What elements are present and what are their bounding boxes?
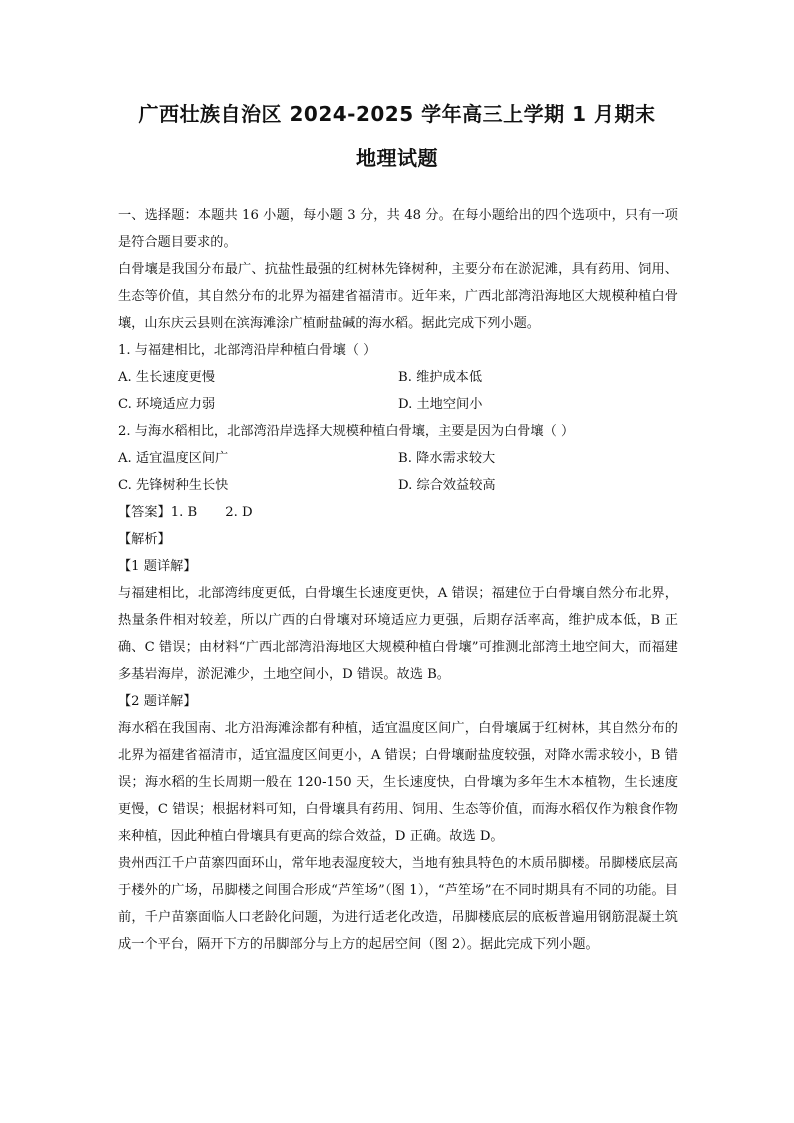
question-1-stem: 1. 与福建相比，北部湾沿岸种植白骨壤（ ）: [118, 343, 377, 358]
detail-2-label: 【2 题详解】: [118, 694, 197, 709]
analysis-label: 【解析】: [118, 532, 171, 547]
section-intro: 一、选择题：本题共 16 小题，每小题 3 分，共 48 分。在每小题给出的四个选项中，只有一项是符合题目要求的。: [118, 208, 678, 250]
passage-1: 白骨壤是我国分布最广、抗盐性最强的红树林先锋树种，主要分布在淤泥滩，具有药用、饲用、生态等价值，其自然分布的北界为福建省福清市。近年来，广西北部湾沿海地区大规模种植白骨壤，山东庆云县则在滨海滩涂广植耐盐碱的海水稻。据此完成下列小题。: [118, 262, 678, 331]
exam-title: 广西壮族自治区 2024-2025 学年高三上学期 1 月期末: [138, 102, 656, 126]
question-2-options-row1: [118, 445, 678, 472]
answer-line: [118, 499, 678, 526]
question-1-option-b: B. 维护成本低: [398, 370, 483, 385]
answer-label: 【答案】: [118, 505, 171, 520]
question-2-stem: 2. 与海水稻相比，北部湾沿岸选择大规模种植白骨壤，主要是因为白骨壤（ ）: [118, 424, 575, 439]
question-2-option-d: D. 综合效益较高: [398, 478, 496, 493]
detail-2-text: 海水稻在我国南、北方沿海滩涂都有种植，适宜温度区间广，白骨壤属于红树林，其自然分布的北界为福建省福清市，适宜温度区间更小，A 错误；白骨壤耐盐度较强，对降水需求较小，B 错误；海水稻的生长周期一般在 120-150 天，生长速度快，白骨壤为多年生木本植物，生长速度更慢，C 错误；根据材料可知，白骨壤具有药用、饲用、生态等价值，而海水稻仅作为粮食作物来种植，因此种植白骨壤具有更高的综合效益，D 正确。故选 D。: [118, 721, 678, 844]
document-body: [118, 202, 678, 958]
question-2-option-a: A. 适宜温度区间广: [118, 451, 229, 466]
question-2-option-b: B. 降水需求较大: [398, 451, 496, 466]
question-2-options-row2: [118, 472, 678, 499]
question-1-options-row2: [118, 391, 678, 418]
exam-subject-title: 地理试题: [356, 146, 438, 170]
passage-2: 贵州西江千户苗寨四面环山，常年地表湿度较大，当地有独具特色的木质吊脚楼。吊脚楼底层高于楼外的广场，吊脚楼之间围合形成“芦笙场”（图 1），“芦笙场”在不同时期具有不同的功能。目前，千户苗寨面临人口老龄化问题，为进行适老化改造，吊脚楼底层的底板普遍用钢筋混凝土筑成一个平台，隔开下方的吊脚部分与上方的起居空间（图 2）。据此完成下列小题。: [118, 856, 678, 952]
detail-1-label: 【1 题详解】: [118, 559, 197, 574]
question-1-options-row1: [118, 364, 678, 391]
question-1-option-a: A. 生长速度更慢: [118, 370, 216, 385]
answer-1: 1. B: [170, 505, 198, 520]
answer-2: 2. D: [225, 505, 253, 520]
question-1-option-c: C. 环境适应力弱: [118, 397, 216, 412]
question-2-option-c: C. 先锋树种生长快: [118, 478, 229, 493]
detail-1-text: 与福建相比，北部湾纬度更低，白骨壤生长速度更快，A 错误；福建位于白骨壤自然分布北界，热量条件相对较差，所以广西的白骨壤对环境适应力更强，后期存活率高，维护成本低，B 正确、C 错误；由材料“广西北部湾沿海地区大规模种植白骨壤”可推测北部湾土地空间大，而福建多基岩海岸，淤泥滩少，土地空间小，D 错误。故选 B。: [118, 586, 678, 682]
question-1-option-d: D. 土地空间小: [398, 397, 483, 412]
